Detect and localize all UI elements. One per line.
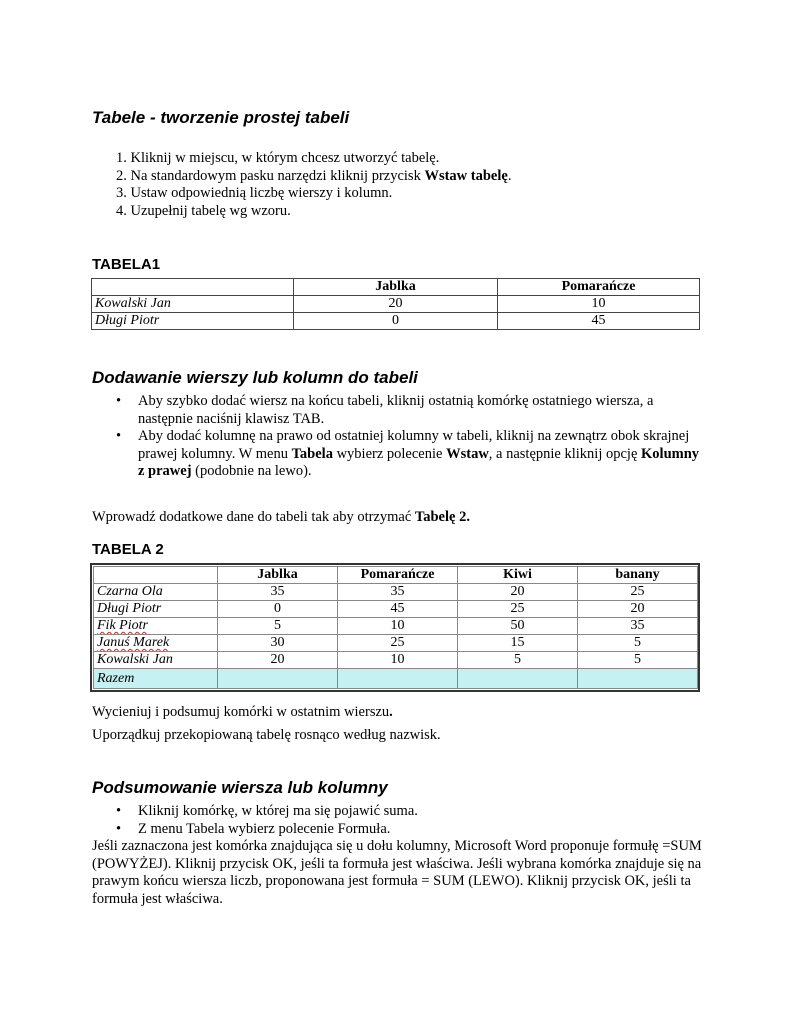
header-cell: Pomarańcze [498, 279, 700, 296]
step-3: 3. Ustaw odpowiednią liczbę wierszy i kolumn. [116, 185, 393, 201]
value-cell: 5 [458, 652, 578, 669]
value-cell: 5 [578, 635, 698, 652]
name-cell: Długi Piotr [94, 601, 218, 618]
name-cell: Długi Piotr [92, 313, 294, 330]
value-cell: 15 [458, 635, 578, 652]
header-cell [92, 279, 294, 296]
list-item: • Kliknij komórkę, w której ma się pojawić suma. [116, 803, 418, 819]
list-item: • Aby szybko dodać wiersz na końcu tabeli, kliknij ostatnią komórkę ostatniego wiersza, a następnie naciśnij klawisz TAB. [116, 393, 654, 427]
value-cell: 5 [218, 618, 338, 635]
table-row [92, 313, 700, 330]
bullet-icon: • [116, 428, 122, 444]
name-cell: Kowalski Jan [94, 652, 218, 669]
bullet-icon: • [116, 393, 122, 409]
value-cell: 20 [578, 601, 698, 618]
note-shade-sum: Wycieniuj i podsumuj komórki w ostatnim wierszu. [92, 704, 393, 720]
steps-list [116, 150, 511, 220]
value-cell: 10 [338, 652, 458, 669]
sum-cell [578, 669, 698, 689]
bullet-icon: • [116, 820, 122, 837]
value-cell: 50 [458, 618, 578, 635]
table1-title: TABELA1 [92, 256, 161, 273]
table-header-row [92, 279, 700, 296]
bullet-list-sum [92, 803, 702, 838]
name-cell: Kowalski Jan [92, 296, 294, 313]
name-cell: Januś Marek [94, 635, 218, 652]
name-cell: Fik Piotr [94, 618, 218, 635]
bullet-icon: • [116, 803, 122, 819]
value-cell: 0 [294, 313, 498, 330]
table-header-row [94, 567, 698, 584]
sum-cell [218, 669, 338, 689]
section-title-dodawanie: Dodawanie wierszy lub kolumn do tabeli [92, 368, 418, 387]
value-cell: 25 [338, 635, 458, 652]
list-item: • Aby dodać kolumnę na prawo od ostatniej kolumny w tabeli, kliknij na zewnątrz obok skrajnej prawej kolumny. W menu Tabela wybierz polecenie Wstaw, a następnie kliknij opcję Kolumny z prawej (podobnie na lewo). [116, 428, 700, 479]
table-row [94, 652, 698, 669]
header-cell: Pomarańcze [338, 567, 458, 584]
step-1: 1. Kliknij w miejscu, w którym chcesz utworzyć tabelę. [116, 150, 440, 166]
table2-frame [90, 563, 700, 692]
section-title-tabele: Tabele - tworzenie prostej tabeli [92, 108, 350, 127]
value-cell: 45 [498, 313, 700, 330]
value-cell: 30 [218, 635, 338, 652]
table-row [94, 635, 698, 652]
value-cell: 35 [338, 584, 458, 601]
bullet-list-adding [92, 393, 702, 481]
header-cell: Kiwi [458, 567, 578, 584]
name-cell: Czarna Ola [94, 584, 218, 601]
value-cell: 20 [458, 584, 578, 601]
value-cell: 20 [294, 296, 498, 313]
sum-label-cell: Razem [94, 669, 218, 689]
step-2: 2. Na standardowym pasku narzędzi kliknij przycisk Wstaw tabelę. [116, 167, 512, 184]
value-cell: 35 [578, 618, 698, 635]
value-cell: 25 [458, 601, 578, 618]
sum-cell [338, 669, 458, 689]
table-row [94, 618, 698, 635]
list-item: • Z menu Tabela wybierz polecenie Formuła. [116, 820, 391, 837]
header-cell [94, 567, 218, 584]
header-cell: banany [578, 567, 698, 584]
value-cell: 35 [218, 584, 338, 601]
note-sort: Uporządkuj przekopiowaną tabelę rosnąco według nazwisk. [92, 727, 441, 743]
table2 [93, 566, 698, 689]
value-cell: 5 [578, 652, 698, 669]
table-row [94, 584, 698, 601]
table-row [92, 296, 700, 313]
sum-cell [458, 669, 578, 689]
section-title-podsumowanie: Podsumowanie wiersza lub kolumny [92, 778, 388, 797]
value-cell: 25 [578, 584, 698, 601]
header-cell: Jablka [218, 567, 338, 584]
summary-paragraph: Jeśli zaznaczona jest komórka znajdująca się u dołu kolumny, Microsoft Word proponuje formułę =SUM (POWYŻEJ). Kliknij przycisk OK, jeśli ta formuła jest właściwa. Jeśli wybrana komórka znajduje się na prawym końcu wiersza liczb, proponowana jest formuła = SUM (LEWO). Kliknij przycisk OK, jeśli ta formuła jest właściwa. [92, 838, 702, 907]
table-row [94, 601, 698, 618]
value-cell: 10 [338, 618, 458, 635]
value-cell: 20 [218, 652, 338, 669]
step-4: 4. Uzupełnij tabelę wg wzoru. [116, 202, 291, 219]
value-cell: 45 [338, 601, 458, 618]
value-cell: 0 [218, 601, 338, 618]
table2-title: TABELA 2 [92, 541, 164, 558]
header-cell: Jablka [294, 279, 498, 296]
table1 [91, 278, 700, 330]
instruction-text: Wprowadź dodatkowe dane do tabeli tak aby otrzymać Tabelę 2. [92, 509, 470, 525]
sum-row [94, 669, 698, 689]
value-cell: 10 [498, 296, 700, 313]
